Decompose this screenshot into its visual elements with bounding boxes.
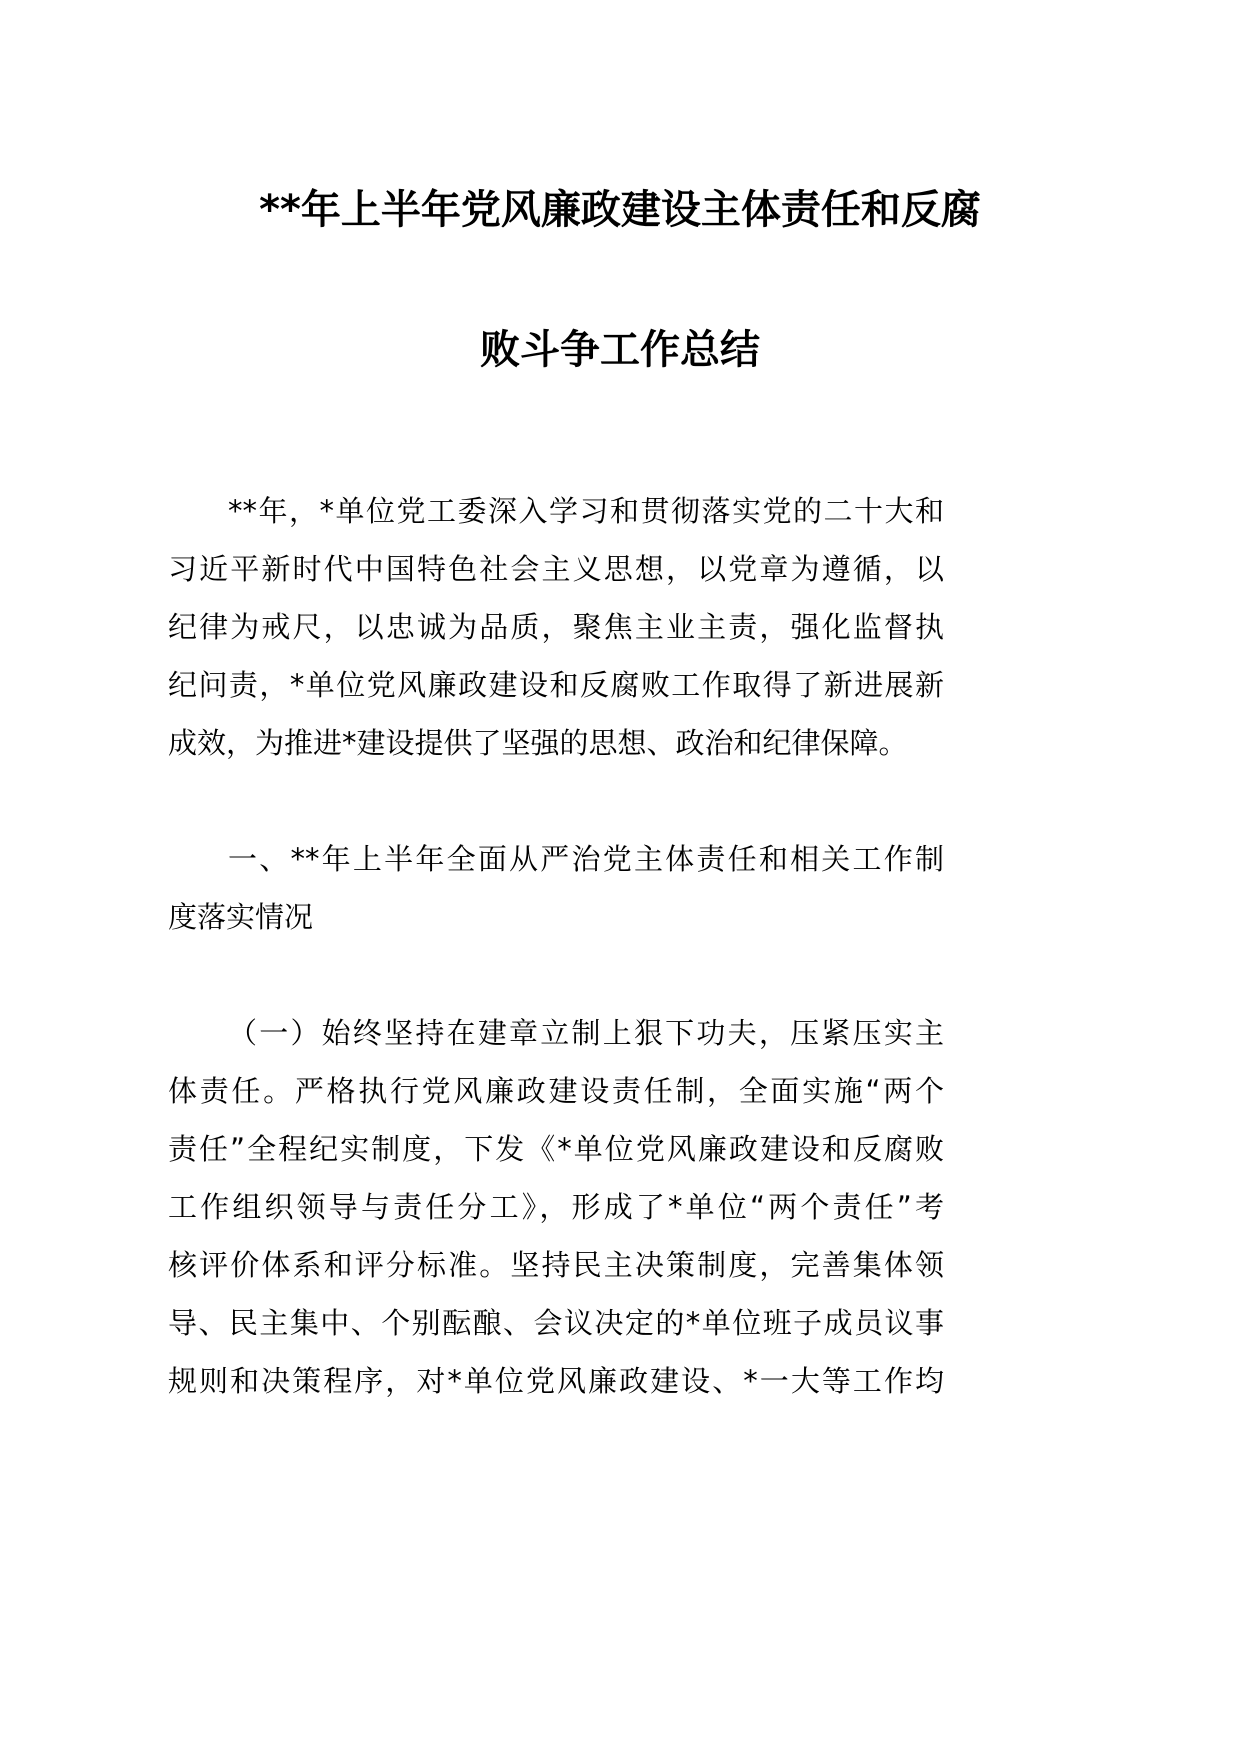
paragraph-line: 纪问责，*单位党风廉政建设和反腐败工作取得了新进展新 xyxy=(168,668,944,702)
paragraph-line: 体责任。严格执行党风廉政建设责任制，全面实施“两个 xyxy=(168,1074,944,1108)
paragraph-line: 责任”全程纪实制度，下发《*单位党风廉政建设和反腐败 xyxy=(168,1132,944,1166)
paragraph-line: 纪律为戒尺，以忠诚为品质，聚焦主业主责，强化监督执 xyxy=(168,610,944,644)
paragraph-line: **年，*单位党工委深入学习和贯彻落实党的二十大和 xyxy=(228,494,944,528)
section-heading-line: 度落实情况 xyxy=(168,900,314,934)
paragraph-line: 工作组织领导与责任分工》，形成了*单位“两个责任”考 xyxy=(168,1190,944,1224)
document-title-line-1: **年上半年党风廉政建设主体责任和反腐 xyxy=(259,187,981,233)
paragraph-line: （一）始终坚持在建章立制上狠下功夫，压紧压实主 xyxy=(228,1016,944,1050)
paragraph-line: 导、民主集中、个别酝酿、会议决定的*单位班子成员议事 xyxy=(168,1306,944,1340)
paragraph-line: 规则和决策程序，对*单位党风廉政建设、*一大等工作均 xyxy=(168,1364,944,1398)
paragraph-line: 核评价体系和评分标准。坚持民主决策制度，完善集体领 xyxy=(168,1248,944,1282)
document-title-line-2: 败斗争工作总结 xyxy=(480,327,760,373)
section-heading-line: 一、**年上半年全面从严治党主体责任和相关工作制 xyxy=(228,842,944,876)
paragraph-line: 成效，为推进*建设提供了坚强的思想、政治和纪律保障。 xyxy=(168,726,908,760)
paragraph-line: 习近平新时代中国特色社会主义思想，以党章为遵循，以 xyxy=(168,552,944,586)
